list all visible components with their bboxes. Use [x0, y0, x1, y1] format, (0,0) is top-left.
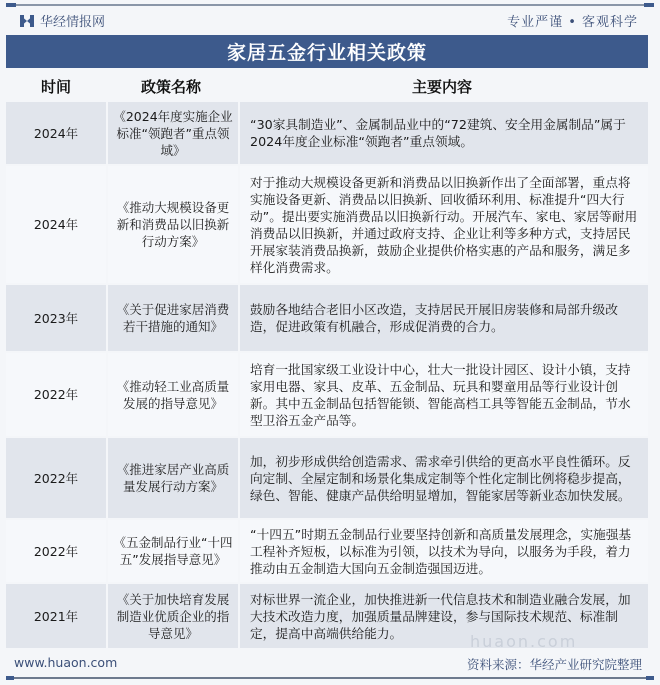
column-header-time: 时间 [40, 77, 71, 96]
brand-logo-block [20, 11, 105, 30]
content-cell: 培育一批国家级工业设计中心，壮大一批设计园区、设计小镇，支持家用电器、家具、皮革、五金制品、玩具和婴童用品等行业设计创新。其中五金制品包括智能锁、智能高档工具等智能五金制品，节水型卫浴五金产品等。 [240, 353, 648, 436]
slogan: 专业严谨 • 客观科学 [507, 15, 638, 30]
column-header-content: 主要内容 [411, 77, 472, 96]
table-row [6, 353, 648, 436]
top-divider [6, 4, 654, 6]
policy-name-cell: 《2024年度实施企业标准“领跑者”重点领域》 [108, 102, 238, 164]
content-cell: “十四五”时期五金制品行业要坚持创新和高质量发展理念，实施强基工程补齐短板，以标准为引领，以技术为导向，以服务为手段，着力推动由五金制造大国向五金制造强国迈进。 [240, 520, 648, 582]
content-cell: 鼓励各地结合老旧小区改造，支持居民开展旧房装修和局部升级改造，促进政策有机融合，形成促消费的合力。 [240, 285, 648, 351]
content-cell: 对于推动大规模设备更新和消费品以旧换新作出了全面部署，重点将实施设备更新、消费品以旧换新、回收循环利用、标准提升“四大行动”。提出要实施消费品以旧换新行动。开展汽车、家电、家居等耐用消费品以旧换新，并通过政府支持、企业让利等多种方式，支持居民开展家装消费品换新，鼓励企业提供价格实惠的产品和服务，满足多样化消费需求。 [240, 166, 648, 283]
policy-name-cell: 《推动大规模设备更新和消费品以旧换新行动方案》 [108, 166, 238, 283]
policy-table [6, 72, 648, 648]
huajing-logo-icon [20, 15, 34, 27]
policy-name-cell: 《关于促进家居消费若干措施的通知》 [108, 285, 238, 351]
policy-name-cell: 《五金制品行业“十四五”发展指导意见》 [108, 520, 238, 582]
website-link[interactable]: www.huaon.com [14, 655, 118, 670]
time-cell: 2024年 [6, 102, 106, 164]
policy-name-cell: 《关于加快培育发展制造业优质企业的指导意见》 [108, 584, 238, 648]
source-note: 资料来源：华经产业研究院整理 [466, 657, 642, 672]
content-cell: 对标世界一流企业，加快推进新一代信息技术和制造业融合发展，加大技术改造力度，加强质量品牌建设，参与国际技术规范、标准制定，提高中高端供给能力。 [240, 584, 648, 648]
time-cell: 2023年 [6, 285, 106, 351]
brand-name: 华经情报网 [40, 15, 106, 30]
time-cell: 2021年 [6, 584, 106, 648]
time-cell: 2022年 [6, 438, 106, 518]
time-cell: 2022年 [6, 520, 106, 582]
time-cell: 2022年 [6, 353, 106, 436]
table-row [6, 166, 648, 283]
table-row [6, 285, 648, 351]
footer [14, 655, 642, 673]
bottom-divider [6, 677, 654, 679]
page-title: 家居五金行业相关政策 [6, 35, 648, 68]
table-header-row [6, 72, 648, 100]
policy-name-cell: 《推动轻工业高质量发展的指导意见》 [108, 353, 238, 436]
table-row [6, 102, 648, 164]
time-cell: 2024年 [6, 166, 106, 283]
table-row [6, 438, 648, 518]
policy-name-cell: 《推进家居产业高质量发展行动方案》 [108, 438, 238, 518]
table-row [6, 520, 648, 582]
content-cell: 加，初步形成供给创造需求、需求牵引供给的更高水平良性循环。反向定制、全屋定制和场景化集成定制等个性化定制比例将稳步提高，绿色、智能、健康产品供给明显增加，智能家居等新业态加快发展。 [240, 438, 648, 518]
watermark: huaon.com [470, 632, 578, 651]
content-cell: “30家具制造业”、金属制品业中的“72建筑、安全用金属制品”属于2024年度企业标准“领跑者”重点领域。 [240, 102, 648, 164]
column-header-policy-name: 政策名称 [140, 77, 201, 96]
